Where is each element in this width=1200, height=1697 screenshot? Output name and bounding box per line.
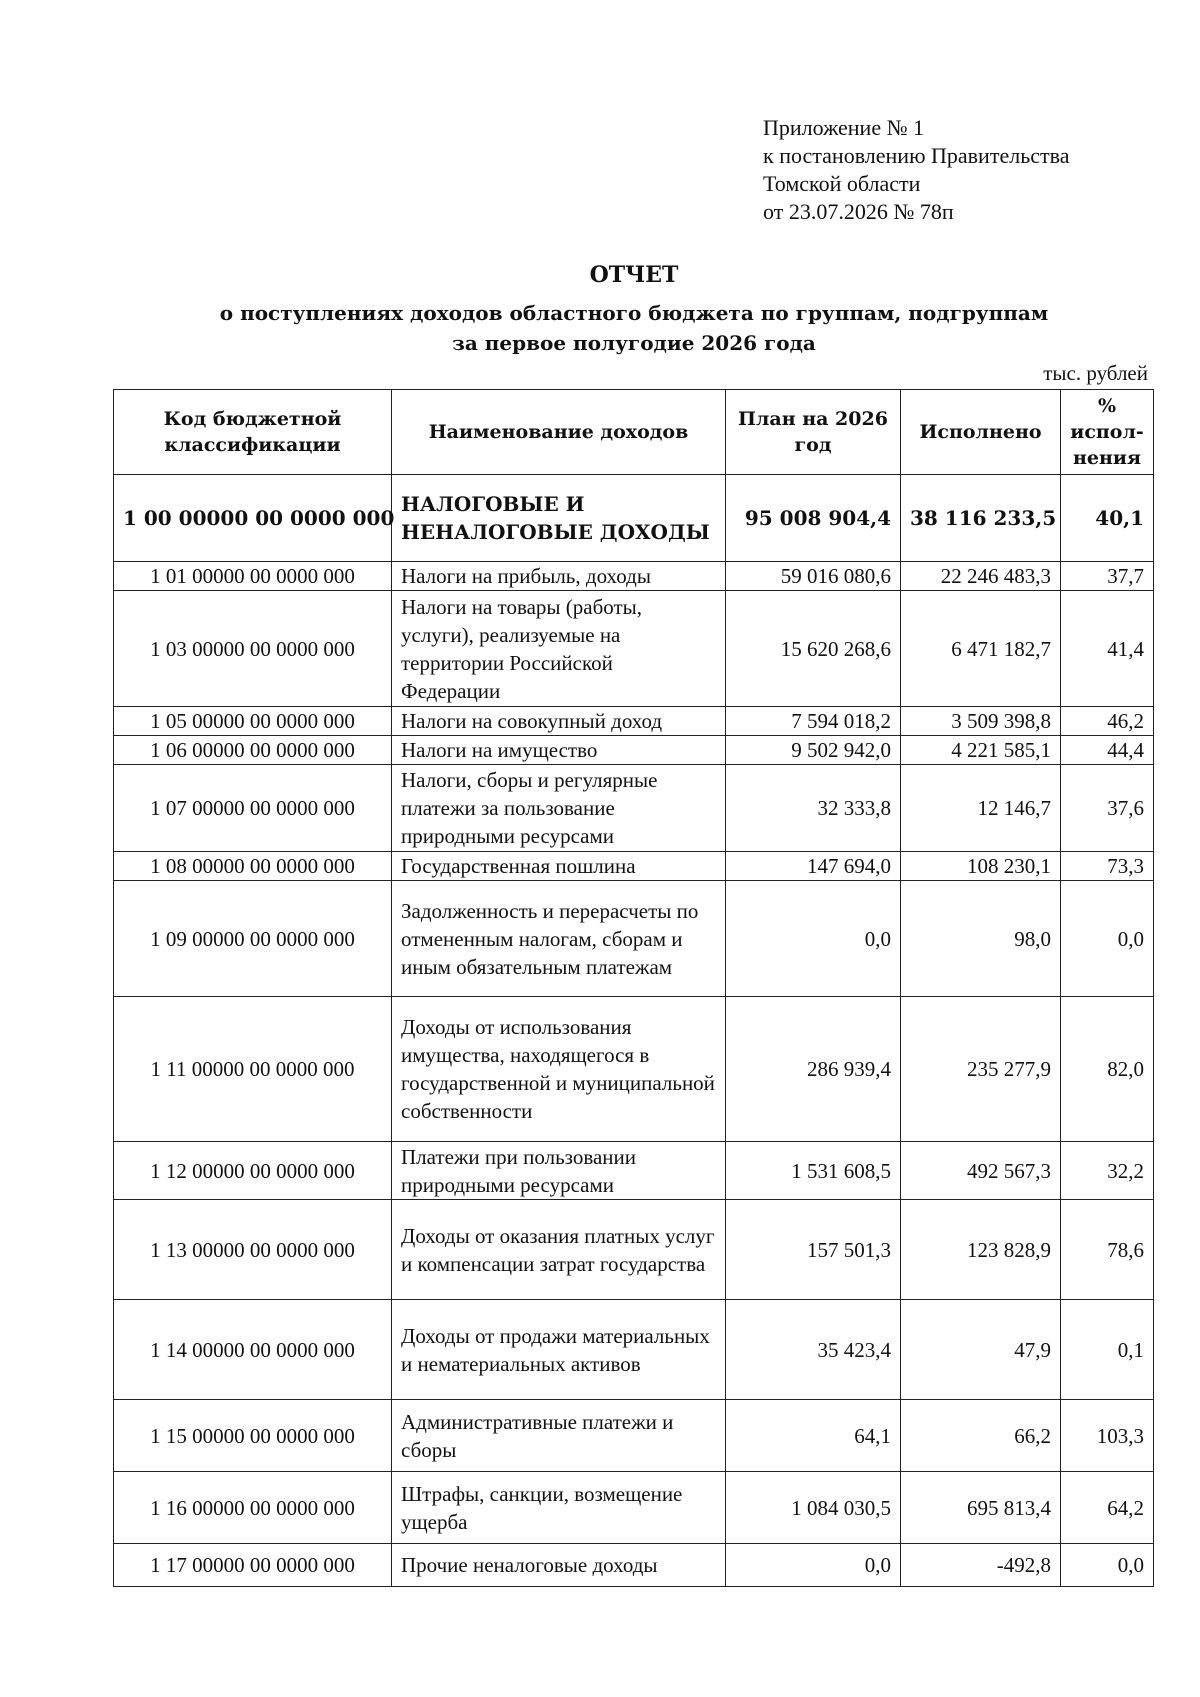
table-row [114, 591, 1154, 707]
row-plan: 1 084 030,5 [726, 1472, 901, 1544]
row-name: Задолженность и перерасчеты по отмененным налогам, сборам и иным обязательным платежам [392, 881, 726, 997]
row-executed: 695 813,4 [901, 1472, 1061, 1544]
row-code: 1 13 00000 00 0000 000 [114, 1200, 392, 1300]
row-name: Доходы от продажи материальных и нематериальных активов [392, 1300, 726, 1400]
table-row [114, 1400, 1154, 1472]
row-code: 1 16 00000 00 0000 000 [114, 1472, 392, 1544]
row-name: Доходы от оказания платных услуг и компенсации затрат государства [392, 1200, 726, 1300]
row-code: 1 03 00000 00 0000 000 [114, 591, 392, 707]
units-label: тыс. рублей [1043, 361, 1148, 385]
row-plan: 64,1 [726, 1400, 901, 1472]
row-executed: 4 221 585,1 [901, 736, 1061, 765]
appendix-line: к постановлению Правительства [763, 143, 1070, 168]
table-row [114, 1300, 1154, 1400]
row-executed: 108 230,1 [901, 852, 1061, 881]
row-plan: 9 502 942,0 [726, 736, 901, 765]
table-row [114, 997, 1154, 1142]
appendix-line: Приложение № 1 [763, 115, 925, 140]
row-percent: 103,3 [1061, 1400, 1154, 1472]
row-percent: 37,6 [1061, 765, 1154, 852]
row-code: 1 12 00000 00 0000 000 [114, 1142, 392, 1200]
row-name: НАЛОГОВЫЕ И НЕНАЛОГОВЫЕ ДОХОДЫ [392, 475, 726, 562]
row-percent: 46,2 [1061, 707, 1154, 736]
row-plan: 286 939,4 [726, 997, 901, 1142]
row-percent: 78,6 [1061, 1200, 1154, 1300]
appendix-line: Томской области [763, 171, 921, 196]
row-percent: 82,0 [1061, 997, 1154, 1142]
revenue-table [113, 389, 1154, 1587]
row-executed: 492 567,3 [901, 1142, 1061, 1200]
row-percent: 37,7 [1061, 562, 1154, 591]
appendix-note [763, 114, 1069, 226]
table-row [114, 1142, 1154, 1200]
row-name: Налоги на имущество [392, 736, 726, 765]
row-executed: -492,8 [901, 1544, 1061, 1587]
row-percent: 0,0 [1061, 1544, 1154, 1587]
table-row [114, 736, 1154, 765]
report-subtitle [0, 298, 1200, 358]
row-plan: 157 501,3 [726, 1200, 901, 1300]
table-row [114, 1544, 1154, 1587]
row-percent: 0,1 [1061, 1300, 1154, 1400]
header-code: Код бюджетной классификации [114, 390, 392, 475]
row-name: Административные платежи и сборы [392, 1400, 726, 1472]
row-code: 1 08 00000 00 0000 000 [114, 852, 392, 881]
row-name: Прочие неналоговые доходы [392, 1544, 726, 1587]
row-percent: 44,4 [1061, 736, 1154, 765]
row-code: 1 01 00000 00 0000 000 [114, 562, 392, 591]
header-percent: % испол-нения [1061, 390, 1154, 475]
table-row [114, 707, 1154, 736]
row-executed: 12 146,7 [901, 765, 1061, 852]
row-executed: 38 116 233,5 [901, 475, 1061, 562]
row-executed: 123 828,9 [901, 1200, 1061, 1300]
row-executed: 6 471 182,7 [901, 591, 1061, 707]
row-executed: 98,0 [901, 881, 1061, 997]
row-name: Государственная пошлина [392, 852, 726, 881]
row-percent: 41,4 [1061, 591, 1154, 707]
row-code: 1 00 00000 00 0000 000 [114, 475, 392, 562]
row-code: 1 05 00000 00 0000 000 [114, 707, 392, 736]
row-code: 1 09 00000 00 0000 000 [114, 881, 392, 997]
table-row [114, 1200, 1154, 1300]
row-plan: 147 694,0 [726, 852, 901, 881]
row-name: Налоги на совокупный доход [392, 707, 726, 736]
row-percent: 64,2 [1061, 1472, 1154, 1544]
subtitle-line: о поступлениях доходов областного бюджета по группам, подгруппам [219, 301, 1049, 325]
row-plan: 7 594 018,2 [726, 707, 901, 736]
table-body [114, 475, 1154, 1587]
table-row [114, 1472, 1154, 1544]
header-plan: План на 2026 год [726, 390, 901, 475]
row-name: Штрафы, санкции, возмещение ущерба [392, 1472, 726, 1544]
row-name: Доходы от использования имущества, находящегося в государственной и муниципальной собственности [392, 997, 726, 1142]
table-row [114, 881, 1154, 997]
report-title: ОТЧЕТ [589, 262, 679, 288]
row-percent: 32,2 [1061, 1142, 1154, 1200]
row-executed: 3 509 398,8 [901, 707, 1061, 736]
row-code: 1 06 00000 00 0000 000 [114, 736, 392, 765]
row-name: Налоги, сборы и регулярные платежи за пользование природными ресурсами [392, 765, 726, 852]
row-code: 1 15 00000 00 0000 000 [114, 1400, 392, 1472]
subtitle-line: за первое полугодие 2026 года [452, 331, 816, 355]
table-row [114, 475, 1154, 562]
row-executed: 66,2 [901, 1400, 1061, 1472]
row-executed: 47,9 [901, 1300, 1061, 1400]
row-plan: 59 016 080,6 [726, 562, 901, 591]
appendix-line: от 23.07.2026 № 78п [763, 199, 954, 224]
row-code: 1 14 00000 00 0000 000 [114, 1300, 392, 1400]
row-name: Налоги на товары (работы, услуги), реализуемые на территории Российской Федерации [392, 591, 726, 707]
row-code: 1 07 00000 00 0000 000 [114, 765, 392, 852]
row-plan: 0,0 [726, 881, 901, 997]
row-plan: 0,0 [726, 1544, 901, 1587]
row-plan: 1 531 608,5 [726, 1142, 901, 1200]
header-executed: Исполнено [901, 390, 1061, 475]
row-code: 1 17 00000 00 0000 000 [114, 1544, 392, 1587]
row-executed: 235 277,9 [901, 997, 1061, 1142]
table-row [114, 765, 1154, 852]
row-plan: 35 423,4 [726, 1300, 901, 1400]
row-name: Налоги на прибыль, доходы [392, 562, 726, 591]
row-name: Платежи при пользовании природными ресурсами [392, 1142, 726, 1200]
row-percent: 0,0 [1061, 881, 1154, 997]
row-plan: 32 333,8 [726, 765, 901, 852]
row-plan: 95 008 904,4 [726, 475, 901, 562]
table-header-row [114, 390, 1154, 475]
row-plan: 15 620 268,6 [726, 591, 901, 707]
table-row [114, 852, 1154, 881]
header-name: Наименование доходов [392, 390, 726, 475]
row-code: 1 11 00000 00 0000 000 [114, 997, 392, 1142]
row-executed: 22 246 483,3 [901, 562, 1061, 591]
table-row [114, 562, 1154, 591]
row-percent: 40,1 [1061, 475, 1154, 562]
row-percent: 73,3 [1061, 852, 1154, 881]
